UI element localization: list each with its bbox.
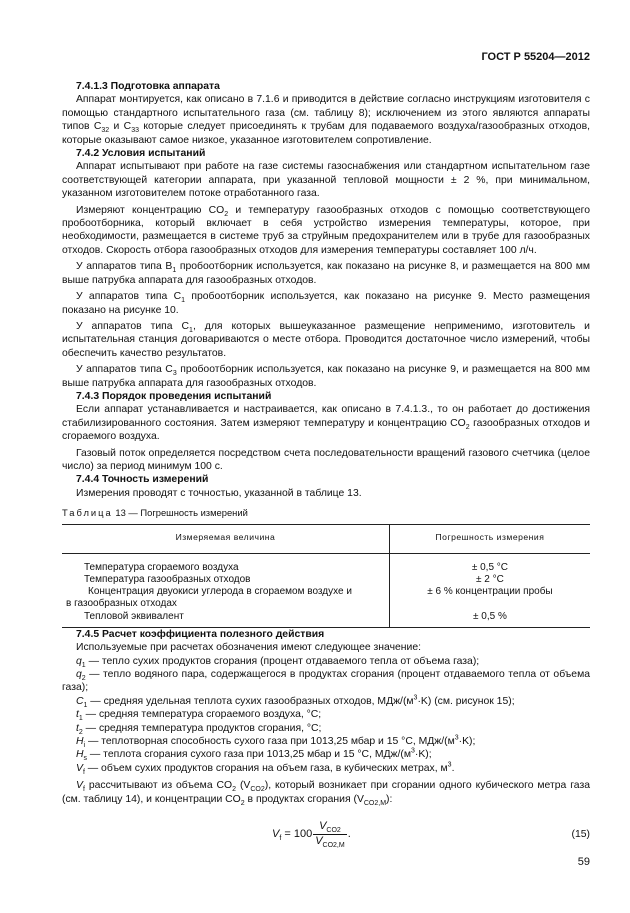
definition-hi: $H_i$ — теплотворная способность сухого газа при 1013,25 мбар и 15 °C, МДж/$(м^3\cdot K)$; xyxy=(76,734,476,750)
section-745-intro: Используемые при расчетах обозначения имеют следующее значение: xyxy=(76,642,421,654)
section-743-paragraph-2: Газовый поток определяется посредством счета последовательности вращений газового счетчика (целое число) за период минимум 100 с. xyxy=(62,447,590,472)
document-code-header: ГОСТ Р 55204—2012 xyxy=(481,51,590,63)
table-row: Концентрация двуокиси углерода в сгораемом воздухе и в газообразных отходах ± 6 % концентрации пробы xyxy=(62,586,590,610)
section-742-paragraph-3: У аппаратов типа $B_1$ пробоотборник используется, как показано на рисунке 8, и размещается на 800 мм выше патрубка аппарата для газообразных отходов. xyxy=(62,261,590,286)
section-742-title: 7.4.2 Условия испытаний xyxy=(76,148,206,160)
definition-vf: $V_f$ — объем сухих продуктов сгорания на объем газа, в кубических метрах, $м^3$. xyxy=(76,761,455,776)
section-744-paragraph-1: Измерения проводят с точностью, указанной в таблице 13. xyxy=(76,487,362,499)
definition-t1: $t_1$ — средняя температура сгораемого воздуха, °C; xyxy=(76,709,322,723)
section-745-title: 7.4.5 Расчет коэффициента полезного действия xyxy=(76,628,325,640)
definition-t2: $t_2$ — средняя температура продуктов сгорания, °C; xyxy=(76,722,322,736)
page-content xyxy=(62,80,590,860)
section-744-title: 7.4.4 Точность измерений xyxy=(76,474,209,486)
table-row: Тепловой эквивалент ± 0,5 % xyxy=(62,611,590,628)
section-742-paragraph-6: У аппаратов типа $C_3$ пробоотборник используется, как показано на рисунке 9, и размещается на 800 мм выше патрубка аппарата для газообразных отходов. xyxy=(62,364,590,389)
page-number: 59 xyxy=(577,856,590,868)
table-13-header-quantity: Измеряемая величина xyxy=(62,524,389,553)
definition-hs: $H_s$ — теплота сгорания сухого газа при 1013,25 мбар и 15 °C, МДж/$(м^3\cdot K)$; xyxy=(76,748,432,763)
section-742-paragraph-1: Аппарат испытывают при работе на газе системы газоснабжения или стандартном испытательном газе соответствующей категории аппарата, при указанной тепловой мощности ± 2 %, при минимальном, указанном изготовителем потоке отработанного газа. xyxy=(62,161,590,200)
table-13-header-error: Погрешность измерения xyxy=(389,524,590,553)
section-7413-title: 7.4.1.3 Подготовка аппарата xyxy=(76,81,220,92)
formula-15-fraction: $\frac{V_{CO2}}{V_{CO2,M}}$ xyxy=(315,820,345,849)
definition-q1: $q_1$ — тепло сухих продуктов сгорания (процент отдаваемого тепла от объема газа); xyxy=(76,655,480,669)
section-7413-paragraph: Аппарат монтируется, как описано в 7.1.6 и приводится в действие согласно инструкциям изготовителя с помощью стандартного испытательного газа (см. таблицу 8); исключением из этого являются аппараты типов $C_{32}$ и $C_{33}$ которые следует присоединять к трубам для подаваемого воздуха/газообразных отходов, которые оказывают самое низкое, указанное изготовителем сопротивление. xyxy=(62,94,590,146)
vf-calculation-paragraph: $V_f$ рассчитывают из объема $CO_2$ $(V_{CO2})$, который возникает при сгорании одного кубического метра газа (см. таблицу 14), и концентрации $CO_2$ в продуктах сгорания $(V_{CO2,M})$: xyxy=(62,780,590,807)
definition-q2: $q_2$ — тепло водяного пара, содержащегося в продуктах сгорания (процент отдаваемого тепла от объема газа); xyxy=(62,669,590,694)
table-13-caption: Таблица 13 — Погрешность измерений xyxy=(62,507,248,519)
section-743-title: 7.4.3 Порядок проведения испытаний xyxy=(76,390,272,402)
table-13 xyxy=(62,524,590,628)
table-row: Температура газообразных отходов ± 2 °C xyxy=(62,574,590,586)
section-742-paragraph-5: У аппаратов типа $C_1$, для которых вышеуказанное размещение неприменимо, изготовитель и испытательная станция договариваются о месте отбора. Проводится достаточное число измерений, чтобы обеспечить качество результатов. xyxy=(62,320,590,359)
section-742-paragraph-4: У аппаратов типа $C_1$ пробоотборник используется, как показано на рисунке 9. Место размещения показано на рисунке 10. xyxy=(62,291,590,316)
definition-c1: $C_1$ — средняя удельная теплота сухих газообразных отходов, МДж/$(м^3\cdot K)$ (см. рисунок 15); xyxy=(76,694,515,709)
section-743-paragraph-1: Если аппарат устанавливается и настраивается, как описано в 7.4.1.3., то он работает до достижения стабилизированного состояния. Затем измеряют температуру и концентрацию $CO_2$ газообразных отходов и сгораемого воздуха. xyxy=(62,404,590,443)
formula-15-expression: $V_f = 100$ $\frac{V_{CO2}}{V_{CO2,M}}$ . xyxy=(272,820,351,849)
formula-15 xyxy=(62,814,590,860)
table-row: Температура сгораемого воздуха ± 0,5 °C xyxy=(62,553,590,574)
section-742-paragraph-2: Измеряют концентрацию $CO_2$ и температуру газообразных отходов с помощью соответствующего пробоотборника, который включает в себя устройство измерения температуры, которое, при необходимости, размещается в системе труб за струйным предохранителем или в трубе для газообразных отходов. Скорость отбора газообразных отходов для измерения температуры составляет 100 л/ч. xyxy=(62,204,590,256)
formula-15-number: (15) xyxy=(571,829,590,841)
